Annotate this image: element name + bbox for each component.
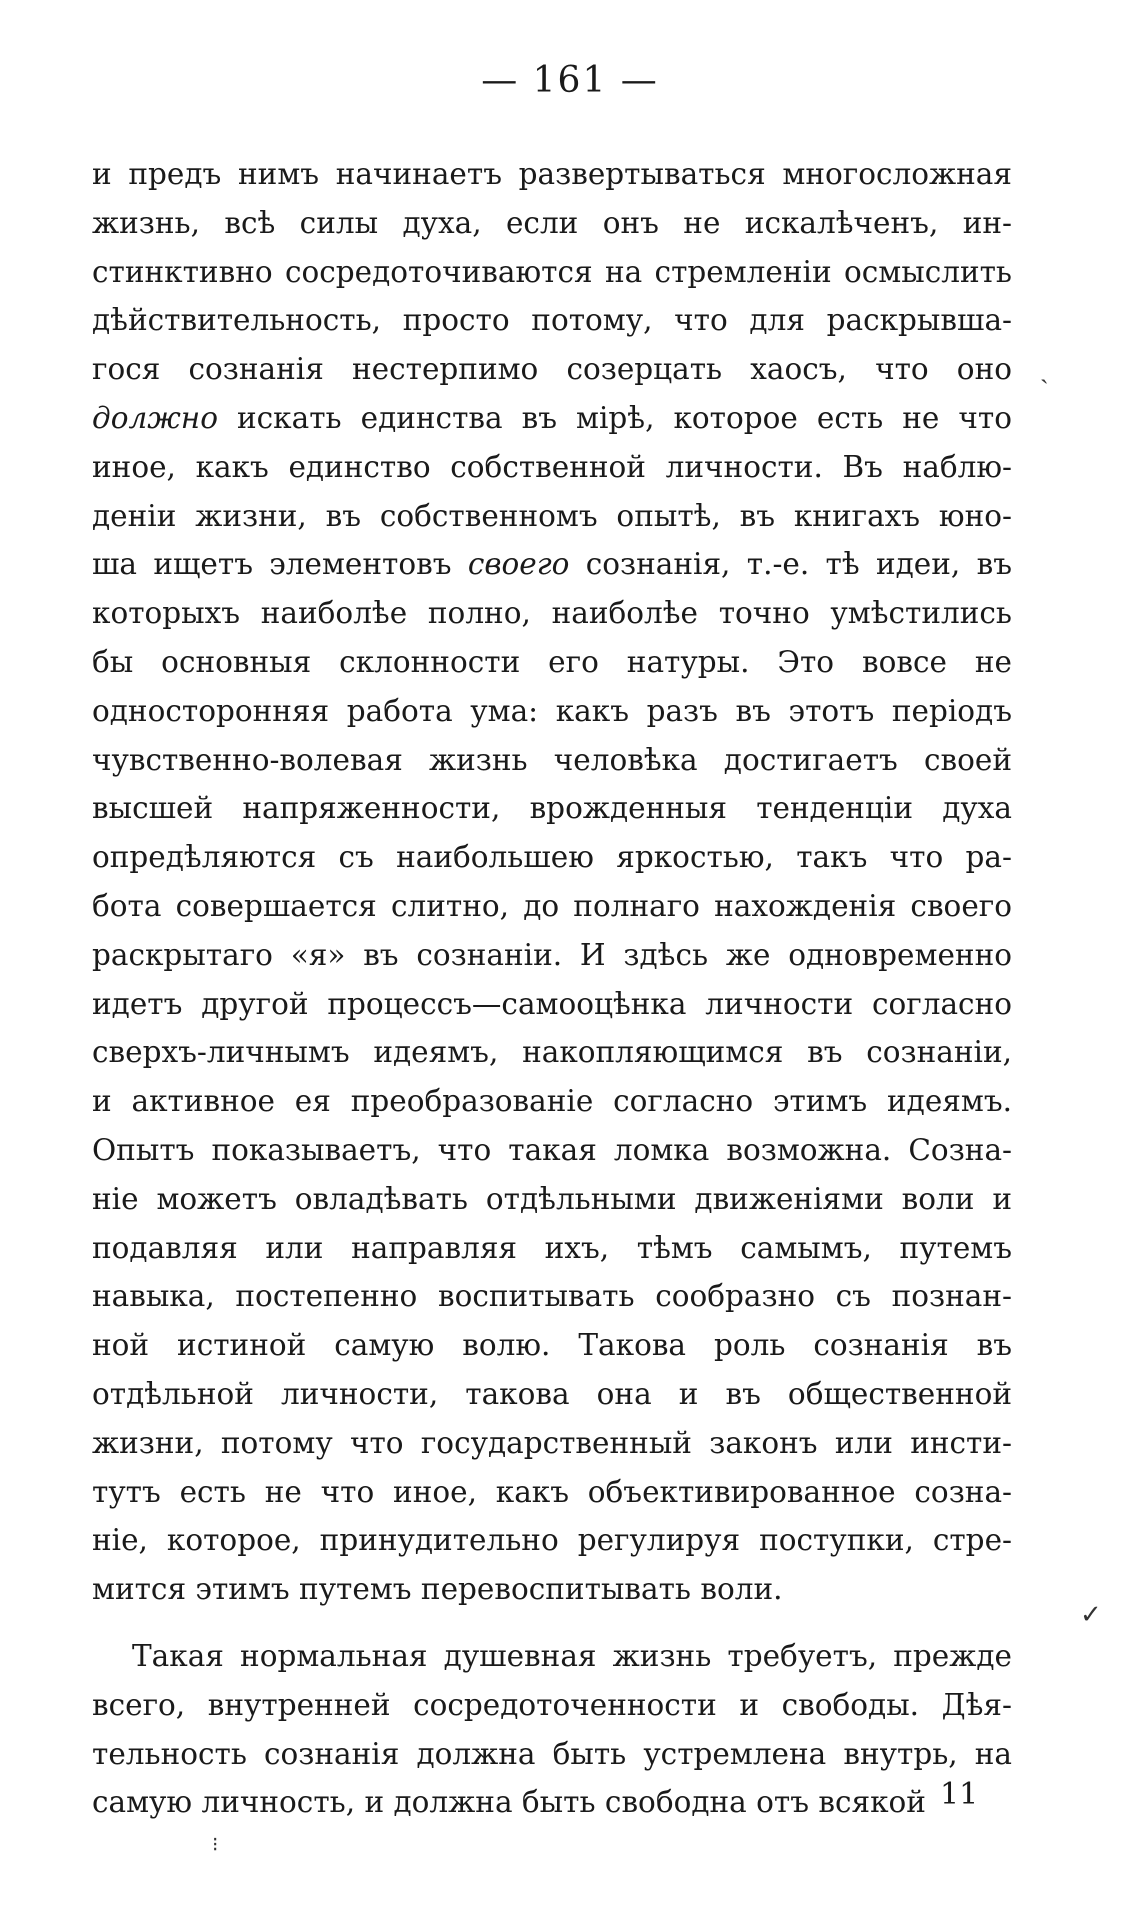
paragraph [92,150,1012,1614]
text-line [92,1126,1012,1175]
text-segment: тельность сознанія должна быть устремлена внутрь, на [92,1736,1012,1771]
text-segment: ной истиной самую волю. Такова роль сознанія въ [92,1328,1012,1363]
text-segment: навыка, постепенно воспитывать сообразно съ познан- [92,1279,1012,1314]
text-segment: сознанія, т.-е. тѣ идеи, въ [569,547,1012,582]
text-segment: которыхъ наиболѣе полно, наиболѣе точно умѣстились [92,596,1012,631]
text-segment: Такая нормальная душевная жизнь требуетъ, прежде [132,1638,1012,1673]
text-line [92,1468,1012,1517]
text-line [92,1077,1012,1126]
text-segment: и активное ея преобразованіе согласно этимъ идеямъ. [92,1084,1012,1119]
text-segment: гося сознанія нестерпимо созерцать хаосъ, что оно [92,352,1012,387]
text-line [92,150,1012,199]
text-line [92,443,1012,492]
text-line [92,1370,1012,1419]
text-segment: дѣйствительность, просто потому, что для раскрывша- [92,303,1012,338]
text-line [92,492,1012,541]
text-segment: высшей напряженности, врожденныя тенденціи духа [92,791,1012,826]
text-segment: опредѣляются съ наибольшею яркостью, такъ что ра- [92,840,1012,875]
text-segment: тутъ есть не что иное, какъ объективированное созна- [92,1474,1012,1509]
margin-check-mark: ✓ [1080,1600,1102,1630]
italic-text-segment: должно [92,400,218,435]
text-segment: ша ищетъ элементовъ [92,547,468,582]
text-line [92,882,1012,931]
text-segment: и предъ нимъ начинаетъ развертываться многосложная [92,157,1012,191]
text-line [92,1175,1012,1224]
text-line [92,1516,1012,1565]
text-line [92,1632,1012,1681]
text-segment: деніи жизни, въ собственномъ опытѣ, въ книгахъ юно- [92,498,1012,533]
text-segment: жизни, потому что государственный законъ или инсти- [92,1425,1012,1460]
text-line [92,931,1012,980]
text-line [92,833,1012,882]
text-segment: раскрытаго «я» въ сознаніи. И здѣсь же одновременно [92,937,1012,972]
text-line [92,687,1012,736]
text-segment: односторонняя работа ума: какъ разъ въ этотъ періодъ [92,693,1012,728]
text-line [92,1272,1012,1321]
text-line [92,980,1012,1029]
paragraph [92,1632,1012,1827]
text-segment: бота совершается слитно, до полнаго нахожденія своего [92,888,1012,923]
text-line [92,1028,1012,1077]
text-segment: жизнь, всѣ силы духа, если онъ не искалѣченъ, ин- [92,205,1012,240]
margin-tick-mark: ˎ [1040,355,1049,385]
text-segment: мится этимъ путемъ перевоспитывать воли. [92,1572,783,1607]
text-segment: чувственно-волевая жизнь человѣка достигаетъ своей [92,742,1012,777]
body-text [92,150,1012,1827]
text-segment: ніе, которое, принудительно регулируя поступки, стре- [92,1523,1012,1558]
text-line [92,1681,1012,1730]
text-line [92,1224,1012,1273]
text-segment: Опытъ показываетъ, что такая ломка возможна. Созна- [92,1132,1012,1167]
text-segment: ніе можетъ овладѣвать отдѣльными движеніями воли и [92,1181,1012,1216]
signature-mark: 11 [940,1777,979,1812]
text-line [92,1565,1012,1614]
text-segment: искать единства въ мірѣ, которое есть не что [217,400,1012,435]
text-line [92,345,1012,394]
page-number: — 161 — [481,60,659,101]
text-line [92,1778,1012,1827]
text-segment: самую личность, и должна быть свободна отъ всякой [92,1785,926,1820]
text-segment: идетъ другой процессъ—самооцѣнка личности согласно [92,986,1012,1021]
text-line [92,638,1012,687]
text-segment: стинктивно сосредоточиваются на стремленіи осмыслить [92,254,1012,289]
margin-dots-mark: ⁝ [212,1832,219,1856]
text-line [92,1321,1012,1370]
text-line [92,296,1012,345]
text-line [92,1730,1012,1779]
text-segment: иное, какъ единство собственной личности. Въ наблю- [92,449,1012,484]
text-line [92,784,1012,833]
paragraph-gap [92,1614,1012,1632]
text-segment: сверхъ-личнымъ идеямъ, накопляющимся въ сознаніи, [92,1035,1012,1070]
text-segment: подавляя или направляя ихъ, тѣмъ самымъ, путемъ [92,1230,1012,1265]
text-line [92,248,1012,297]
text-line [92,1419,1012,1468]
text-segment: бы основныя склонности его натуры. Это вовсе не [92,644,1012,679]
text-line [92,199,1012,248]
text-line [92,736,1012,785]
text-line [92,589,1012,638]
italic-text-segment: своего [467,547,570,582]
text-segment: всего, внутренней сосредоточенности и свободы. Дѣя- [92,1687,1012,1722]
text-line [92,394,1012,443]
text-line [92,540,1012,589]
text-segment: отдѣльной личности, такова она и въ общественной [92,1376,1012,1411]
